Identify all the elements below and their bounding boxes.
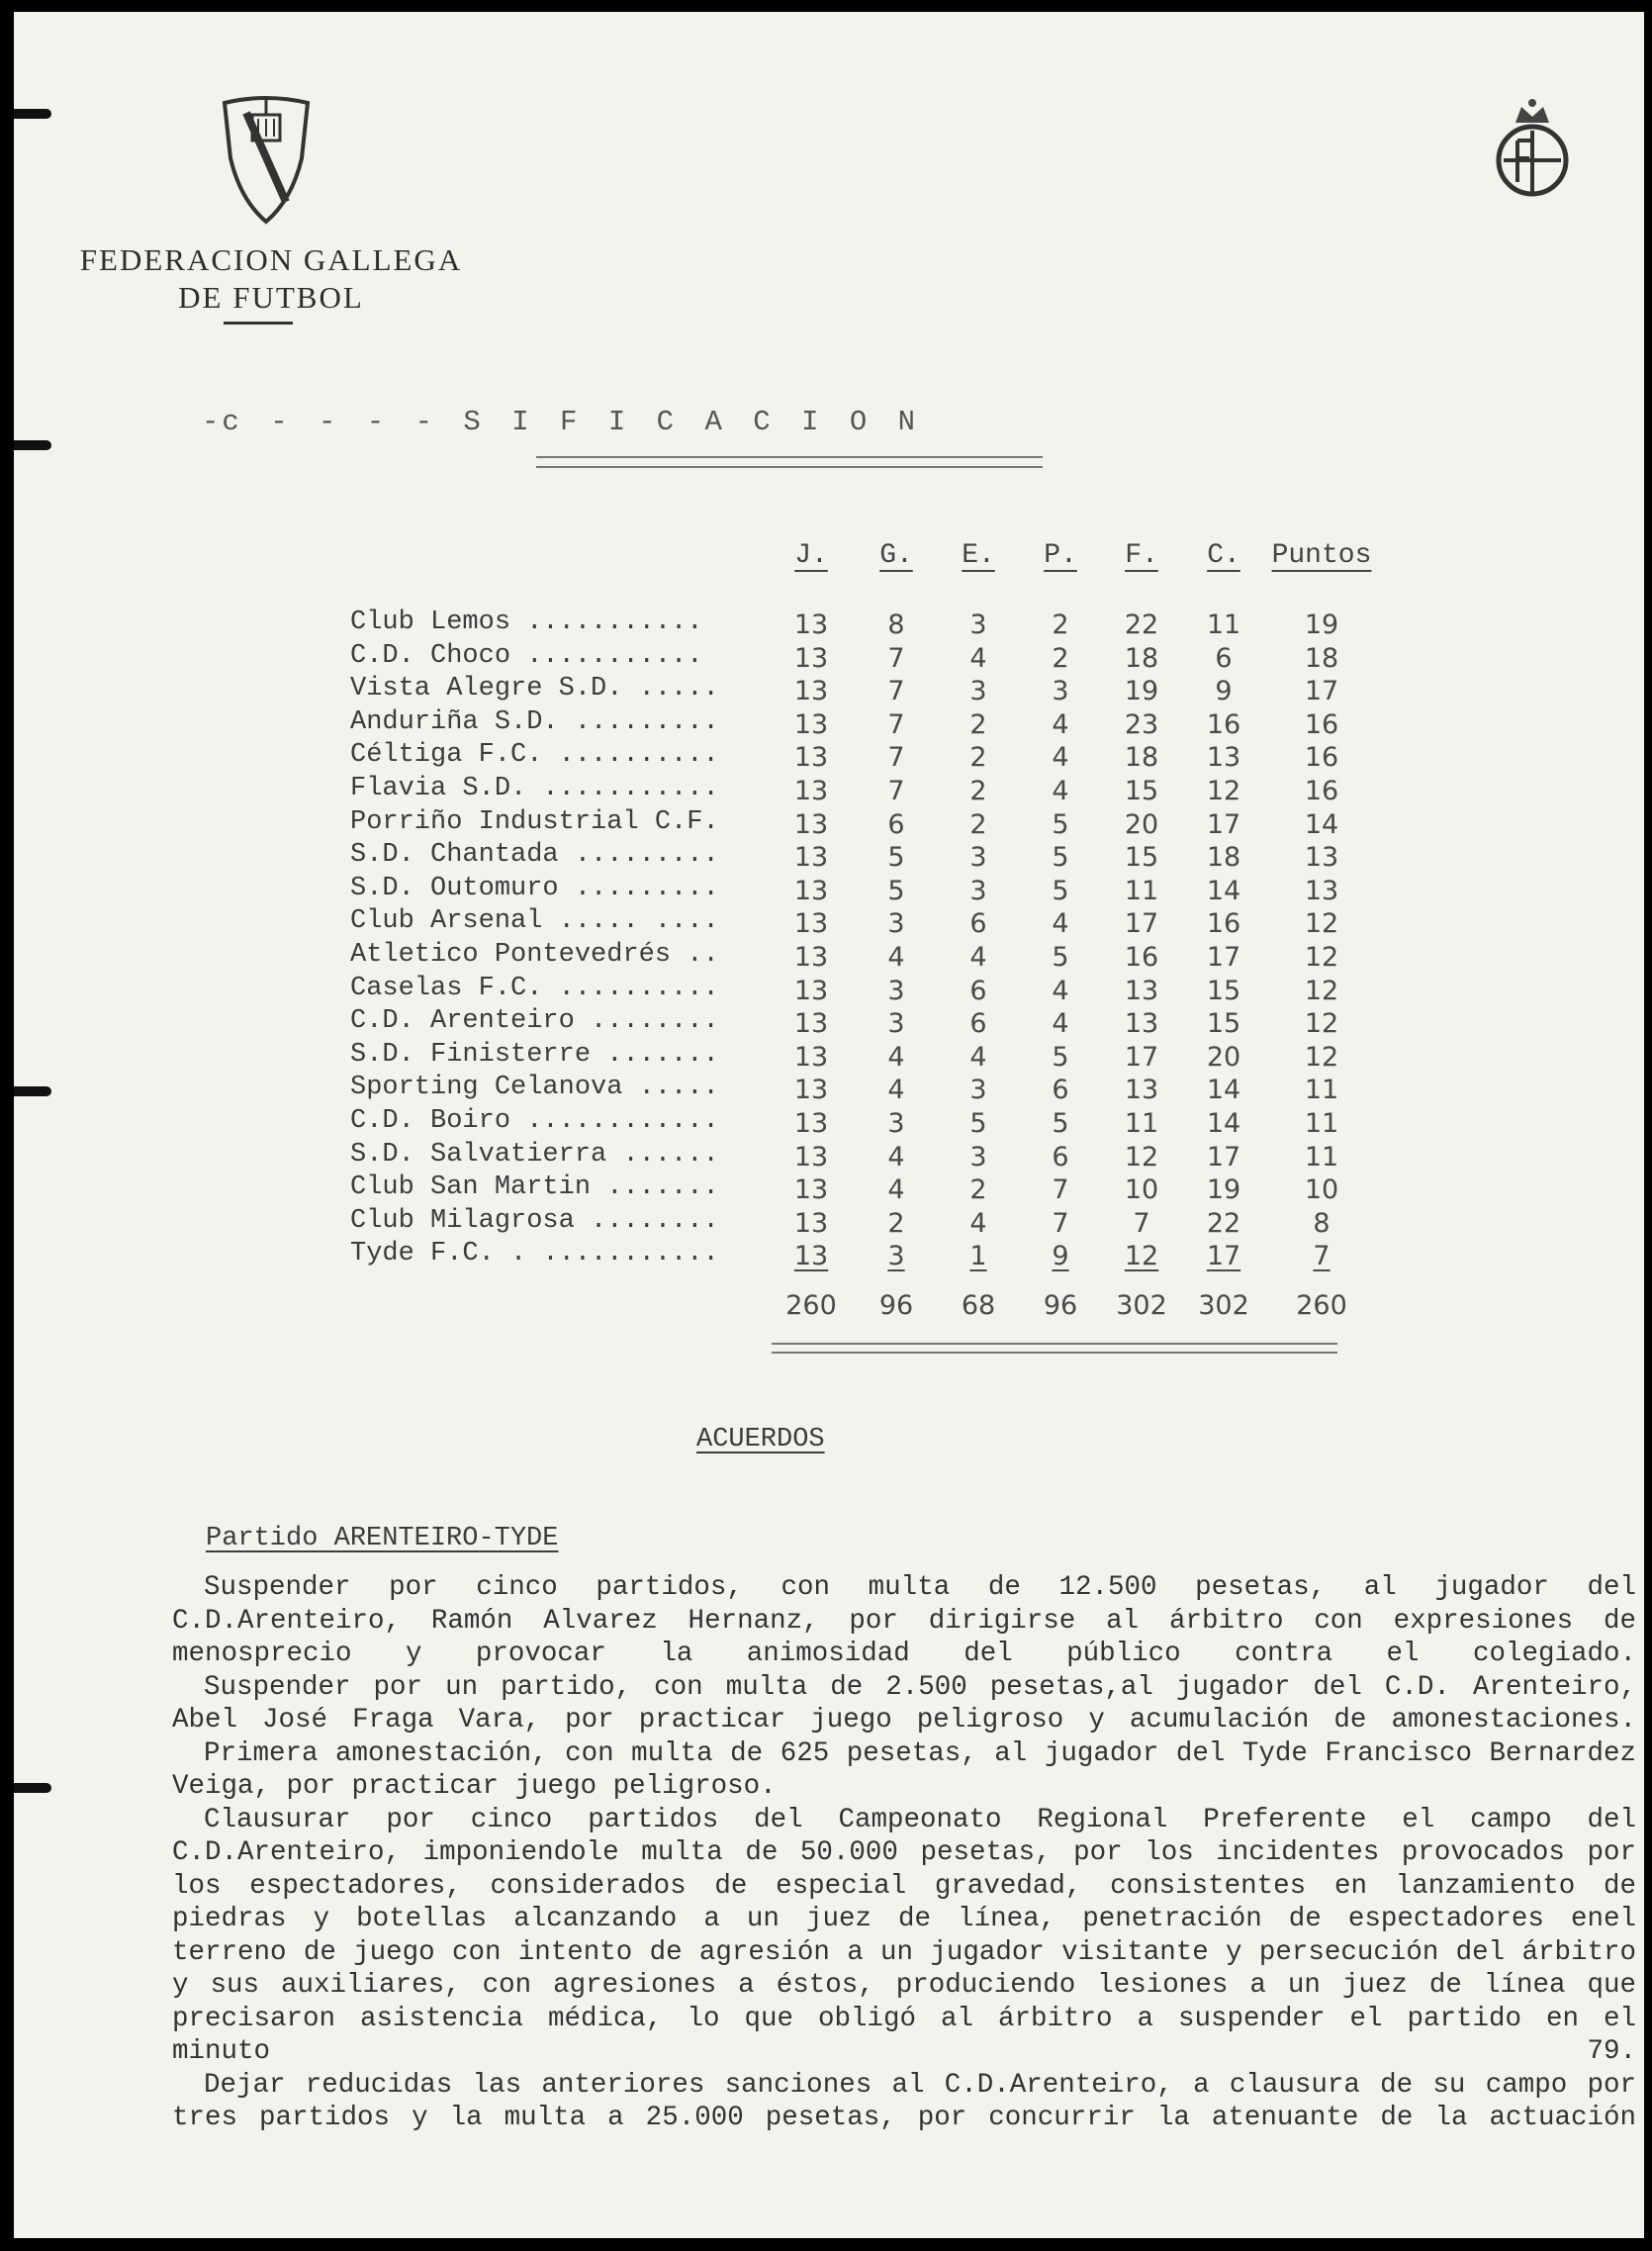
table-row: [14, 608, 1644, 640]
stat-cell: 17: [1124, 1041, 1159, 1073]
stat-cell: 13: [793, 742, 829, 774]
table-row: [14, 1006, 1644, 1039]
table-row: [14, 1106, 1644, 1139]
stat-cell: 15: [1206, 1008, 1241, 1040]
stat-cell: 13: [1124, 1075, 1159, 1106]
stat-cell: 4: [887, 1075, 905, 1106]
stat-cell: 16: [1124, 942, 1159, 973]
stat-cell: 13: [1206, 742, 1241, 774]
column-header: E.: [962, 540, 995, 571]
total-cell: 260: [785, 1290, 837, 1321]
stat-cell: 11: [1304, 1141, 1339, 1172]
stat-cell: 22: [1206, 1207, 1241, 1239]
column-header: P.: [1044, 540, 1077, 571]
table-row: [14, 1239, 1644, 1271]
stat-cell: 17: [1206, 808, 1241, 840]
stat-cell: 16: [1304, 708, 1339, 740]
stat-cell: 13: [793, 676, 829, 707]
stat-cell: 1: [969, 1241, 987, 1272]
stat-cell: 5: [969, 1108, 987, 1139]
stat-cell: 11: [1304, 1075, 1339, 1106]
stat-cell: 2: [969, 808, 987, 840]
stat-cell: 5: [1052, 842, 1069, 874]
stat-cell: 6: [969, 1008, 987, 1040]
stat-cell: 5: [1052, 942, 1069, 973]
stat-cell: 13: [793, 1008, 829, 1040]
table-row: [14, 740, 1644, 773]
table-row: [14, 1040, 1644, 1073]
binder-hole: [14, 440, 51, 450]
stat-cell: 7: [1052, 1174, 1069, 1206]
total-cell: 302: [1198, 1290, 1249, 1321]
stat-cell: 3: [969, 1075, 987, 1106]
club-name: Atletico Pontevedrés ..: [350, 940, 719, 970]
stat-cell: 17: [1206, 1141, 1241, 1172]
stat-cell: 2: [1052, 610, 1069, 640]
table-row: [14, 940, 1644, 973]
club-name: S.D. Outomuro .........: [350, 873, 719, 903]
stat-cell: 16: [1206, 908, 1241, 940]
stat-cell: 4: [1052, 1008, 1069, 1040]
club-name: S.D. Salvatierra ......: [350, 1139, 719, 1170]
stat-cell: 14: [1206, 1108, 1241, 1139]
club-name: C.D. Choco ...........: [350, 640, 703, 671]
binder-hole: [14, 109, 51, 119]
stat-cell: 13: [793, 942, 829, 973]
resolution-paragraph: Dejar reducidas las anteriores sanciones al C.D.Arenteiro, a clausura de su campo por tres partidos y la multa a 25.000 pesetas, por concurrir la atenuante de la actuación: [172, 2069, 1636, 2133]
totals-row: [14, 1288, 1644, 1321]
stat-cell: 6: [1052, 1075, 1069, 1106]
club-name: Tyde F.C. . ...........: [350, 1239, 719, 1269]
stat-cell: 13: [793, 975, 829, 1006]
heading-double-rule: [536, 456, 1043, 468]
stat-cell: 16: [1304, 742, 1339, 774]
resolution-paragraph: Primera amonestación, con multa de 625 pesetas, al jugador del Tyde Francisco Bernardez Veiga, por practicar juego peligroso.: [172, 1737, 1636, 1802]
stat-cell: 3: [969, 1141, 987, 1172]
stat-cell: 17: [1206, 942, 1241, 973]
stat-cell: 5: [1052, 1108, 1069, 1139]
stat-cell: 10: [1304, 1174, 1339, 1206]
stat-cell: 13: [793, 908, 829, 940]
stat-cell: 5: [1052, 875, 1069, 906]
stat-cell: 13: [793, 808, 829, 840]
federation-name-line1: FEDERACION GALLEGA: [79, 242, 463, 277]
stat-cell: 3: [969, 676, 987, 707]
crowned-emblem-logo: [1488, 93, 1577, 202]
stat-cell: 11: [1206, 610, 1241, 640]
club-name: Céltiga F.C. ..........: [350, 740, 719, 771]
stat-cell: 18: [1124, 742, 1159, 774]
table-row: [14, 774, 1644, 806]
stat-cell: 15: [1124, 842, 1159, 874]
stat-cell: 13: [793, 708, 829, 740]
stat-cell: 12: [1304, 908, 1339, 940]
stat-cell: 4: [969, 942, 987, 973]
stat-cell: 5: [887, 875, 905, 906]
stat-cell: 2: [1052, 642, 1069, 674]
stat-cell: 4: [1052, 908, 1069, 940]
stat-cell: 3: [969, 842, 987, 874]
stat-cell: 5: [1052, 808, 1069, 840]
stat-cell: 12: [1124, 1141, 1159, 1172]
stat-cell: 2: [969, 776, 987, 806]
stat-cell: 6: [969, 975, 987, 1006]
stat-cell: 7: [1313, 1241, 1331, 1272]
club-name: C.D. Boiro ............: [350, 1106, 719, 1136]
club-name: Club Arsenal ..... ....: [350, 906, 719, 937]
club-name: S.D. Chantada .........: [350, 840, 719, 871]
stat-cell: 8: [887, 610, 905, 640]
document-page: [14, 12, 1644, 2238]
stat-cell: 7: [887, 776, 905, 806]
stat-cell: 2: [887, 1207, 905, 1239]
total-cell: 68: [961, 1290, 996, 1321]
stat-cell: 13: [793, 776, 829, 806]
stat-cell: 4: [1052, 776, 1069, 806]
table-row: [14, 1140, 1644, 1172]
federation-shield-logo: [217, 91, 316, 230]
stat-cell: 7: [887, 642, 905, 674]
stat-cell: 4: [969, 1041, 987, 1073]
divider: [224, 322, 293, 325]
stat-cell: 3: [969, 875, 987, 906]
stat-cell: 7: [1133, 1207, 1150, 1239]
club-name: Club San Martin .......: [350, 1172, 719, 1203]
column-header: C.: [1207, 540, 1240, 571]
column-header: Puntos: [1271, 540, 1372, 571]
stat-cell: 20: [1124, 808, 1159, 840]
stat-cell: 17: [1206, 1241, 1241, 1272]
federation-name-line2: DE FUTBOL: [178, 280, 364, 315]
stat-cell: 4: [887, 1174, 905, 1206]
binder-hole: [14, 1783, 51, 1793]
stat-cell: 4: [1052, 742, 1069, 774]
resolution-paragraph: Clausurar por cinco partidos del Campeonato Regional Preferente el campo del C.D.Arenteiro, imponiendole multa de 50.000 pesetas, por los incidentes provocados por los espectadores, considerados de especial gravedad, consistentes en lanzamiento de piedras y botellas alcanzando a un juez de línea, penetración de espectadores enel terreno de juego con intento de agresión a un jugador visitante y persecución del árbitro y sus auxiliares, con agresiones a éstos, produciendo lesiones a un juez de línea que precisaron asistencia médica, lo que obligó al árbitro a suspender el partido en el minuto 79.: [172, 1804, 1636, 2067]
stat-cell: 9: [1052, 1241, 1069, 1272]
stat-cell: 2: [969, 708, 987, 740]
resolution-paragraph: Suspender por cinco partidos, con multa de 12.500 pesetas, al jugador del C.D.Arenteiro, Ramón Alvarez Hernanz, por dirigirse al árbitro con expresiones de menosprecio y provocar la animosidad del público contra el colegiado.: [172, 1572, 1636, 1669]
table-row: [14, 1073, 1644, 1105]
stat-cell: 4: [1052, 975, 1069, 1006]
stat-cell: 18: [1124, 642, 1159, 674]
stat-cell: 22: [1124, 610, 1159, 640]
stat-cell: 11: [1304, 1108, 1339, 1139]
stat-cell: 18: [1206, 842, 1241, 874]
column-header: G.: [879, 540, 913, 571]
stat-cell: 13: [793, 1075, 829, 1106]
stat-cell: 13: [1124, 975, 1159, 1006]
stat-cell: 12: [1304, 942, 1339, 973]
stat-cell: 4: [969, 1207, 987, 1239]
total-cell: 96: [878, 1290, 914, 1321]
stat-cell: 17: [1124, 908, 1159, 940]
stat-cell: 3: [887, 1241, 905, 1272]
table-row: [14, 807, 1644, 840]
stat-cell: 15: [1206, 975, 1241, 1006]
stat-cell: 3: [887, 1108, 905, 1139]
stat-cell: 5: [887, 842, 905, 874]
stat-cell: 13: [1304, 875, 1339, 906]
club-name: Caselas F.C. ..........: [350, 973, 719, 1003]
stat-cell: 4: [1052, 708, 1069, 740]
stat-cell: 3: [887, 908, 905, 940]
stat-cell: 11: [1124, 875, 1159, 906]
stat-cell: 19: [1206, 1174, 1241, 1206]
stat-cell: 3: [969, 610, 987, 640]
stat-cell: 13: [793, 1174, 829, 1206]
total-cell: 260: [1296, 1290, 1347, 1321]
table-row: [14, 840, 1644, 873]
stat-cell: 13: [1304, 842, 1339, 874]
table-row: [14, 974, 1644, 1006]
stat-cell: 7: [887, 742, 905, 774]
stat-cell: 3: [887, 975, 905, 1006]
stat-cell: 4: [887, 1141, 905, 1172]
stat-cell: 13: [793, 1207, 829, 1239]
stat-cell: 3: [1052, 676, 1069, 707]
stat-cell: 13: [793, 1241, 829, 1272]
stat-cell: 18: [1304, 642, 1339, 674]
stat-cell: 5: [1052, 1041, 1069, 1073]
club-name: Anduriña S.D. .........: [350, 706, 719, 737]
stat-cell: 14: [1304, 808, 1339, 840]
stat-cell: 7: [1052, 1207, 1069, 1239]
classification-heading: -c - - - - S I F I C A C I O N: [202, 406, 919, 438]
stat-cell: 3: [887, 1008, 905, 1040]
stat-cell: 4: [887, 1041, 905, 1073]
stat-cell: 13: [793, 610, 829, 640]
club-name: Vista Alegre S.D. .....: [350, 674, 719, 704]
stat-cell: 4: [969, 642, 987, 674]
match-title: Partido ARENTEIRO-TYDE: [206, 1524, 559, 1553]
table-row: [14, 1206, 1644, 1239]
total-cell: 302: [1116, 1290, 1167, 1321]
stat-cell: 15: [1124, 776, 1159, 806]
totals-double-rule: [772, 1343, 1337, 1354]
column-header: J.: [794, 540, 828, 571]
stat-cell: 11: [1124, 1108, 1159, 1139]
club-name: Club Milagrosa ........: [350, 1205, 719, 1236]
stat-cell: 14: [1206, 1075, 1241, 1106]
club-name: Flavia S.D. ...........: [350, 774, 719, 803]
total-cell: 96: [1043, 1290, 1078, 1321]
stat-cell: 12: [1304, 1041, 1339, 1073]
stat-cell: 4: [887, 942, 905, 973]
stat-cell: 13: [793, 1041, 829, 1073]
club-name: Club Lemos ...........: [350, 608, 703, 637]
table-row: [14, 874, 1644, 906]
stat-cell: 20: [1206, 1041, 1241, 1073]
stat-cell: 17: [1304, 676, 1339, 707]
stat-cell: 2: [969, 742, 987, 774]
stat-cell: 13: [793, 1141, 829, 1172]
acuerdos-title: ACUERDOS: [696, 1425, 825, 1454]
table-row: [14, 641, 1644, 674]
stat-cell: 23: [1124, 708, 1159, 740]
stat-cell: 14: [1206, 875, 1241, 906]
stat-cell: 19: [1124, 676, 1159, 707]
stat-cell: 9: [1215, 676, 1233, 707]
stat-cell: 6: [1052, 1141, 1069, 1172]
resolutions-text: [172, 1571, 1636, 2135]
table-row: [14, 674, 1644, 706]
table-row: [14, 1172, 1644, 1205]
stat-cell: 7: [887, 676, 905, 707]
stat-cell: 13: [793, 642, 829, 674]
table-row: [14, 906, 1644, 939]
stat-cell: 16: [1304, 776, 1339, 806]
stat-cell: 6: [887, 808, 905, 840]
table-row: [14, 707, 1644, 740]
stat-cell: 8: [1313, 1207, 1331, 1239]
stat-cell: 12: [1124, 1241, 1159, 1272]
club-name: S.D. Finisterre .......: [350, 1039, 719, 1070]
federation-name: [63, 241, 479, 317]
column-header: F.: [1125, 540, 1158, 571]
club-name: Sporting Celanova .....: [350, 1073, 719, 1103]
stat-cell: 13: [793, 1108, 829, 1139]
club-name: C.D. Arenteiro ........: [350, 1006, 719, 1037]
stat-cell: 12: [1304, 975, 1339, 1006]
stat-cell: 13: [793, 842, 829, 874]
stat-cell: 12: [1206, 776, 1241, 806]
stat-cell: 6: [1215, 642, 1233, 674]
stat-cell: 13: [793, 875, 829, 906]
club-name: Porriño Industrial C.F.: [350, 806, 719, 837]
resolution-paragraph: Suspender por un partido, con multa de 2.500 pesetas,al jugador del C.D. Arenteiro, Abel José Fraga Vara, por practicar juego peligroso y acumulación de amonestaciones.: [172, 1671, 1636, 1735]
stat-cell: 16: [1206, 708, 1241, 740]
stat-cell: 2: [969, 1174, 987, 1206]
stat-cell: 13: [1124, 1008, 1159, 1040]
stat-cell: 19: [1304, 610, 1339, 640]
stat-cell: 10: [1124, 1174, 1159, 1206]
stat-cell: 6: [969, 908, 987, 940]
stat-cell: 12: [1304, 1008, 1339, 1040]
stat-cell: 7: [887, 708, 905, 740]
